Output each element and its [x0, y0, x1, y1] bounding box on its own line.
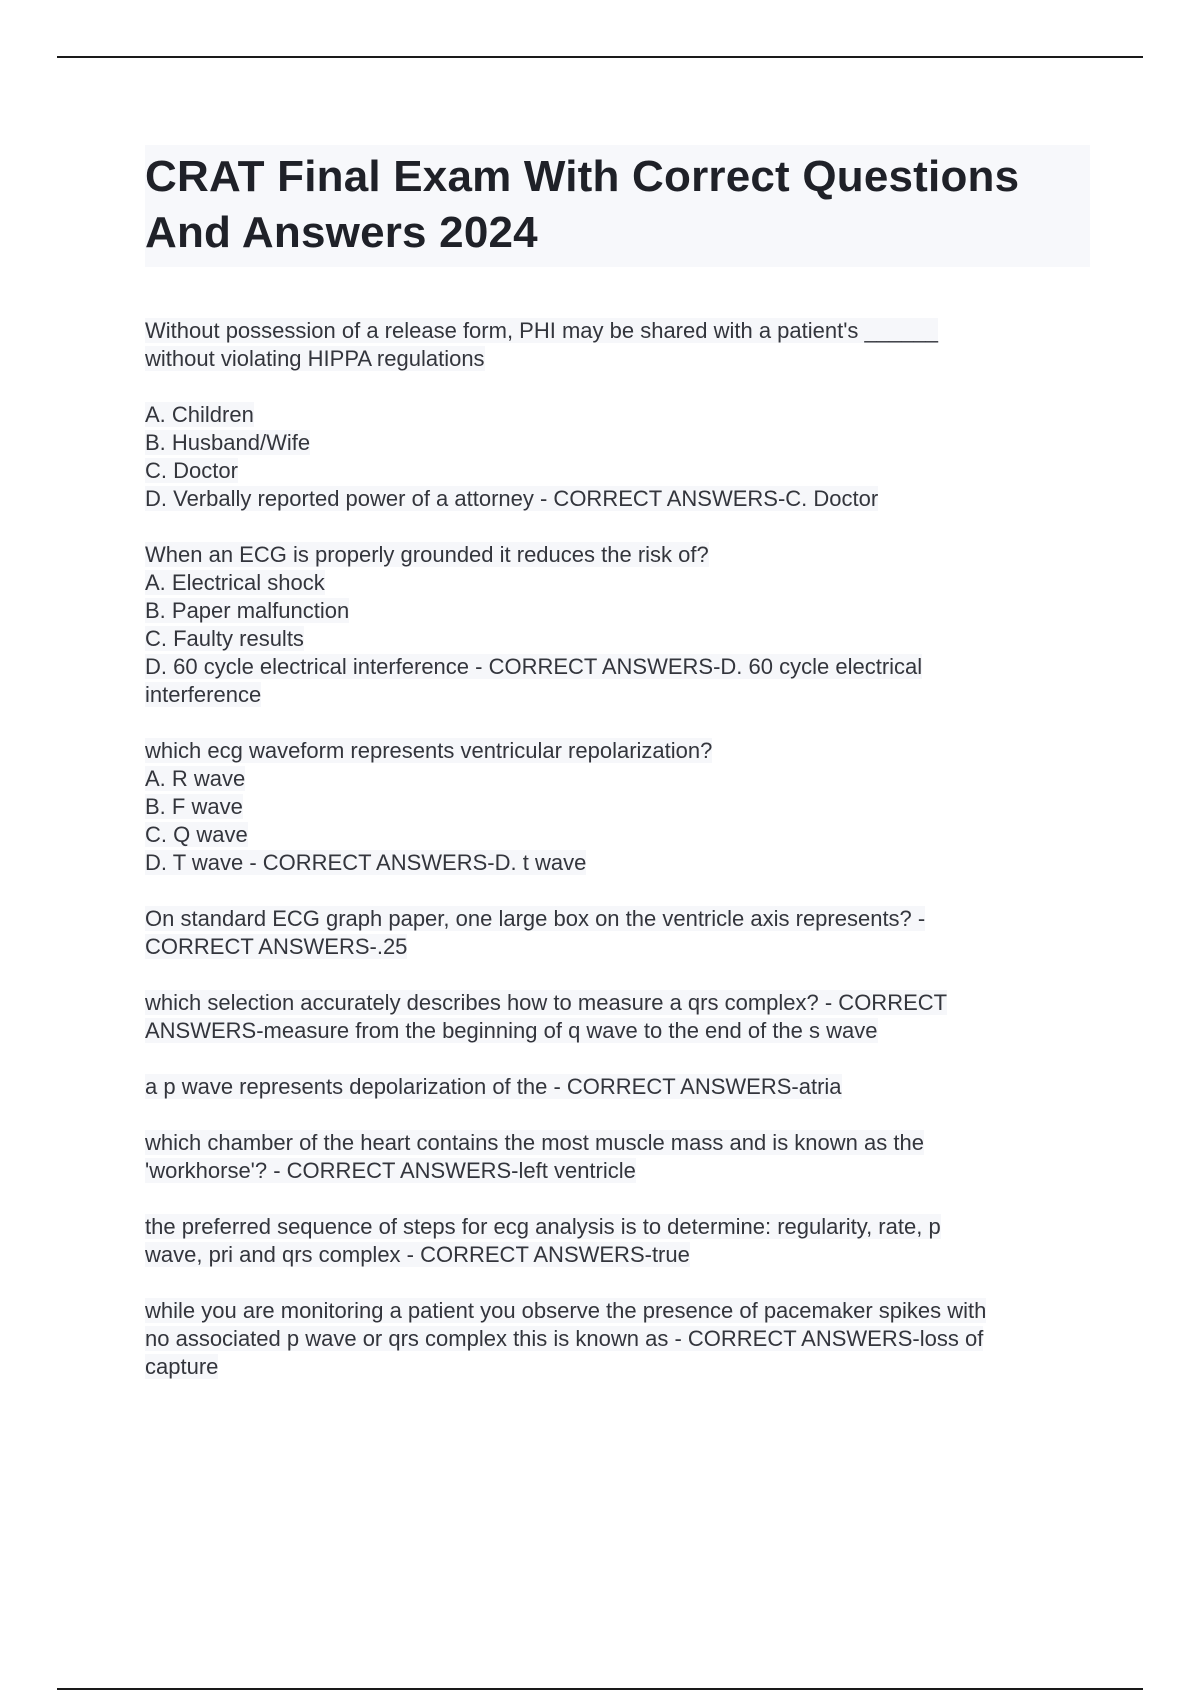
qa-item [145, 1073, 1090, 1101]
question-line [145, 1213, 1090, 1241]
question-text: When an ECG is properly grounded it reduces the risk of? [145, 542, 709, 567]
option-text: C. Q wave [145, 822, 248, 847]
option-text: C. Faulty results [145, 626, 304, 651]
option-text: B. Paper malfunction [145, 598, 350, 623]
qa-item [145, 1129, 1090, 1185]
question-line [145, 541, 1090, 569]
option-text: D. 60 cycle electrical interference - CORRECT ANSWERS-D. 60 cycle electrical [145, 654, 923, 679]
option-text: D. Verbally reported power of a attorney - CORRECT ANSWERS-C. Doctor [145, 486, 879, 511]
question-text: capture [145, 1354, 219, 1379]
answer-option [145, 793, 1090, 821]
question-line [145, 345, 1090, 373]
answer-option [145, 653, 1090, 681]
top-rule [57, 56, 1143, 58]
question-text: On standard ECG graph paper, one large box on the ventricle axis represents? - [145, 906, 926, 931]
question-text: while you are monitoring a patient you observe the presence of pacemaker spikes with [145, 1298, 987, 1323]
qa-list [145, 317, 1090, 1381]
answer-continuation [145, 681, 1090, 709]
question-line [145, 933, 1090, 961]
option-text: B. F wave [145, 794, 243, 819]
question-line [145, 1129, 1090, 1157]
answer-option [145, 485, 1090, 513]
qa-item [145, 989, 1090, 1045]
option-text: A. Children [145, 402, 254, 427]
question-text: ANSWERS-measure from the beginning of q wave to the end of the s wave [145, 1018, 878, 1043]
answer-option [145, 597, 1090, 625]
question-line [145, 1157, 1090, 1185]
bottom-rule [57, 1688, 1143, 1690]
qa-item [145, 1297, 1090, 1381]
question-line [145, 1241, 1090, 1269]
question-text: 'workhorse'? - CORRECT ANSWERS-left ventricle [145, 1158, 636, 1183]
qa-item [145, 1213, 1090, 1269]
question-line [145, 905, 1090, 933]
option-text: A. R wave [145, 766, 246, 791]
question-text: CORRECT ANSWERS-.25 [145, 934, 408, 959]
document-body [145, 145, 1090, 1409]
question-text: which chamber of the heart contains the most muscle mass and is known as the [145, 1130, 924, 1155]
answer-option [145, 849, 1090, 877]
question-text: without violating HIPPA regulations [145, 346, 485, 371]
question-line [145, 1297, 1090, 1325]
question-line [145, 1325, 1090, 1353]
option-text: A. Electrical shock [145, 570, 325, 595]
answer-option [145, 401, 1090, 429]
question-text: no associated p wave or qrs complex this is known as - CORRECT ANSWERS-loss of [145, 1326, 984, 1351]
question-text: the preferred sequence of steps for ecg analysis is to determine: regularity, rate, p [145, 1214, 941, 1239]
question-line [145, 737, 1090, 765]
answer-option [145, 765, 1090, 793]
option-text: C. Doctor [145, 458, 238, 483]
question-line [145, 1073, 1090, 1101]
spacer [145, 373, 1090, 401]
title-block [145, 145, 1090, 267]
question-line [145, 1353, 1090, 1381]
question-text: which selection accurately describes how to measure a qrs complex? - CORRECT [145, 990, 948, 1015]
question-text: which ecg waveform represents ventricular repolarization? [145, 738, 713, 763]
answer-option [145, 821, 1090, 849]
question-line [145, 989, 1090, 1017]
answer-option [145, 569, 1090, 597]
question-line [145, 1017, 1090, 1045]
question-text: wave, pri and qrs complex - CORRECT ANSWERS-true [145, 1242, 690, 1267]
qa-item [145, 737, 1090, 877]
qa-item [145, 905, 1090, 961]
option-text: B. Husband/Wife [145, 430, 311, 455]
document-title: CRAT Final Exam With Correct Questions And Answers 2024 [145, 152, 1020, 257]
qa-item [145, 317, 1090, 513]
qa-item [145, 541, 1090, 709]
question-text: Without possession of a release form, PHI may be shared with a patient's ______ [145, 318, 938, 343]
question-text: a p wave represents depolarization of the - CORRECT ANSWERS-atria [145, 1074, 842, 1099]
continuation-text: interference [145, 682, 262, 707]
answer-option [145, 429, 1090, 457]
answer-option [145, 625, 1090, 653]
answer-option [145, 457, 1090, 485]
option-text: D. T wave - CORRECT ANSWERS-D. t wave [145, 850, 587, 875]
question-line [145, 317, 1090, 345]
